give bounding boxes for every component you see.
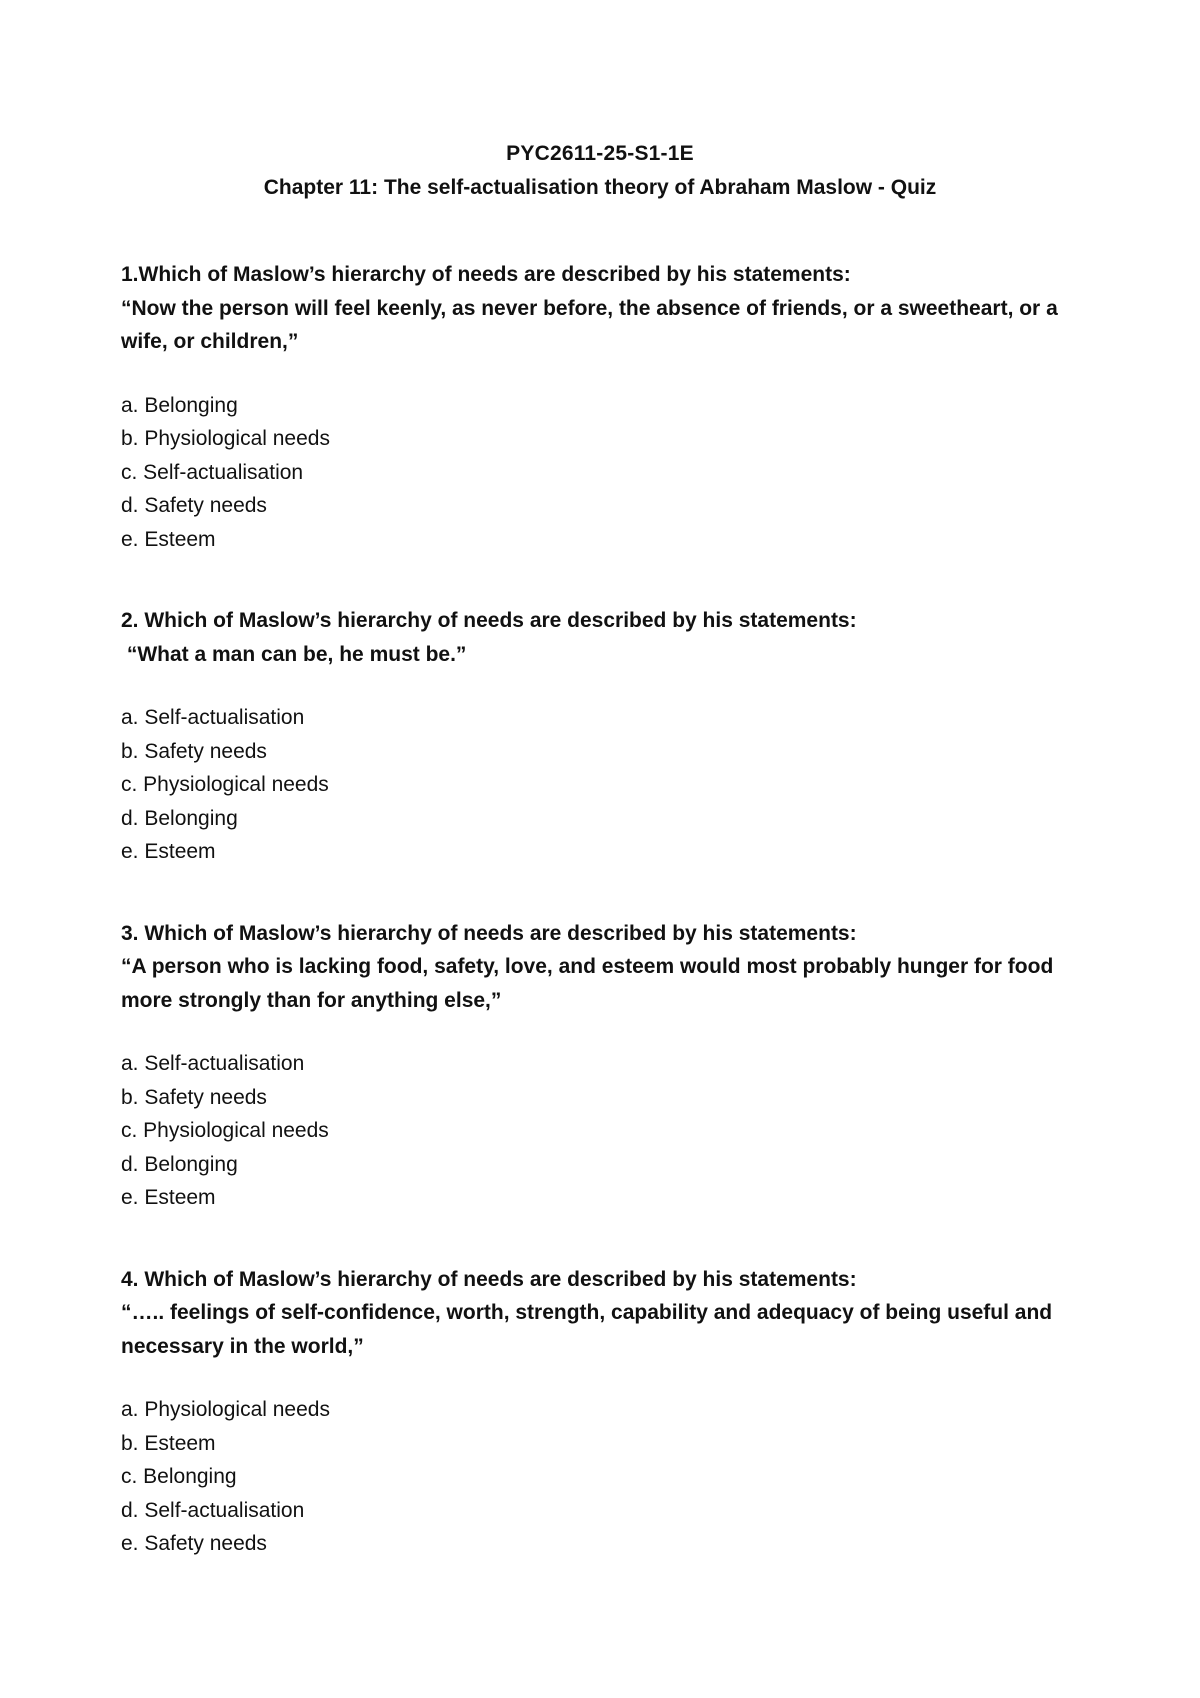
answer-option-e[interactable]: e. Esteem [121, 1186, 216, 1209]
question-3 [121, 917, 1101, 1215]
question-stem: 1.Which of Maslow’s hierarchy of needs are described by his statements: [121, 263, 851, 286]
question-1 [121, 258, 1101, 556]
answer-option-a[interactable]: a. Physiological needs [121, 1398, 330, 1421]
answer-option-b[interactable]: b. Safety needs [121, 739, 267, 763]
answer-option-a[interactable]: a. Self-actualisation [121, 1052, 305, 1075]
answer-option-e[interactable]: e. Esteem [121, 527, 216, 551]
answer-options [121, 389, 1101, 557]
answer-option-a[interactable]: a. Belonging [121, 393, 238, 417]
question-stem: 3. Which of Maslow’s hierarchy of needs are described by his statements: [121, 921, 857, 945]
question-4 [121, 1263, 1101, 1561]
answer-options [121, 701, 1101, 869]
question-quote: “….. feelings of self-confidence, worth, strength, capability and adequacy of being useful and necessary in the world,” [121, 1301, 1058, 1358]
answer-option-e[interactable]: e. Esteem [121, 840, 216, 863]
chapter-title: Chapter 11: The self-actualisation theory of Abraham Maslow - Quiz [263, 176, 937, 199]
answer-option-c[interactable]: c. Physiological needs [121, 1119, 329, 1142]
answer-option-d[interactable]: d. Belonging [121, 1152, 238, 1176]
answer-option-e[interactable]: e. Safety needs [121, 1532, 267, 1555]
answer-option-a[interactable]: a. Self-actualisation [121, 706, 305, 729]
answer-option-b[interactable]: b. Safety needs [121, 1085, 267, 1109]
answer-options [121, 1047, 1101, 1215]
answer-option-d[interactable]: d. Self-actualisation [121, 1498, 305, 1522]
document-header [0, 140, 1200, 202]
answer-option-b[interactable]: b. Physiological needs [121, 427, 330, 450]
answer-option-c[interactable]: c. Self-actualisation [121, 460, 304, 484]
answer-option-d[interactable]: d. Safety needs [121, 494, 267, 517]
question-stem: 4. Which of Maslow’s hierarchy of needs are described by his statements: [121, 1267, 857, 1291]
answer-option-b[interactable]: b. Esteem [121, 1431, 216, 1455]
answer-option-d[interactable]: d. Belonging [121, 806, 238, 830]
question-quote: “A person who is lacking food, safety, love, and esteem would most probably hunger for food more strongly than for anything else,” [121, 955, 1060, 1012]
answer-option-c[interactable]: c. Physiological needs [121, 773, 329, 796]
question-list [121, 258, 1101, 1609]
question-stem: 2. Which of Maslow’s hierarchy of needs are described by his statements: [121, 609, 857, 632]
question-quote: “What a man can be, he must be.” [121, 642, 467, 666]
answer-options [121, 1393, 1101, 1561]
answer-option-c[interactable]: c. Belonging [121, 1465, 237, 1488]
question-quote: “Now the person will feel keenly, as never before, the absence of friends, or a sweetheart, or a wife, or children,” [121, 296, 1064, 353]
question-2 [121, 604, 1101, 869]
course-code: PYC2611-25-S1-1E [506, 142, 694, 165]
